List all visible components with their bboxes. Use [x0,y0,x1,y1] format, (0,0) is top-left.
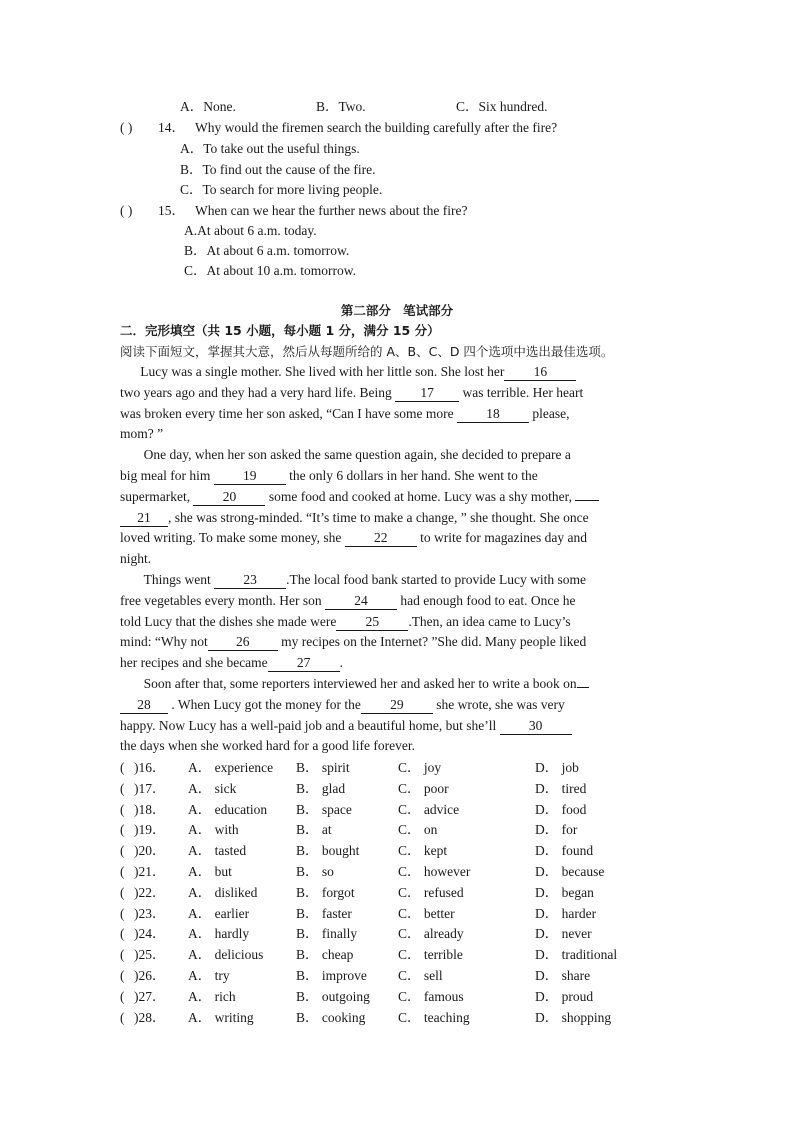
answer-paren[interactable]: ( [120,822,125,838]
option-b[interactable]: B． spirit [296,760,350,775]
option-number: )22． [134,884,166,900]
option-b[interactable]: B． at [296,822,332,838]
option-c[interactable]: C． sell [398,968,443,983]
answer-paren[interactable]: ( [120,947,125,963]
option-c[interactable]: C． already [398,926,464,942]
part-two-title: 第二部分 笔试部分 [340,303,454,318]
option-row [0,988,794,1006]
option-d[interactable]: D． proud [535,988,594,1004]
q15-text: When can we hear the further news about the fire? [195,203,468,218]
option-c[interactable]: C． famous [398,988,464,1004]
option-a[interactable]: A． delicious [188,947,264,963]
q15-question [120,202,680,220]
option-c[interactable]: C． however [398,864,471,879]
option-a[interactable]: A． earlier [188,905,250,921]
blank-17[interactable]: 17 [395,385,459,402]
option-number: )17． [134,780,166,796]
option-row [0,759,794,777]
option-row [0,801,794,819]
q14-option-a: A．To take out the useful things. [180,141,360,156]
q15-option-a: A.At about 6 a.m. today. [184,223,317,238]
option-c[interactable]: C． teaching [398,1009,470,1025]
option-row [0,925,794,943]
option-a[interactable]: A． hardly [188,926,250,942]
section-two-instruction: 阅读下面短文，掌握其大意，然后从每题所给的 A、B、C、D 四个选项中选出最佳选项。 [120,344,614,359]
option-row [0,842,794,860]
blank-28[interactable]: 28 [120,697,168,714]
q14-option-b: B．To find out the cause of the fire. [180,162,376,177]
blank-22[interactable]: 22 [345,530,417,547]
option-a[interactable]: A． with [188,822,239,838]
passage-row: her recipes and she became 27 . [120,655,344,671]
answer-paren[interactable]: ( [120,780,125,796]
answer-paren[interactable]: ( ) [120,120,133,135]
option-b[interactable]: B． forgot [296,884,355,900]
q14-option-c: C．To search for more living people. [180,182,383,197]
option-row [0,967,794,985]
option-a[interactable]: A． rich [188,988,236,1004]
blank-20[interactable]: 20 [193,489,265,506]
option-row [0,863,794,881]
option-row [0,821,794,839]
option-c[interactable]: C． terrible [398,947,463,963]
option-b[interactable]: B． space [296,801,352,817]
option-c[interactable]: C． better [398,905,455,921]
option-a[interactable]: A． education [188,801,268,817]
q14-number: 14． [158,120,185,135]
answer-paren[interactable]: ( [120,1009,125,1025]
passage-row: One day, when her son asked the same question again, she decided to prepare a [143,447,571,463]
option-a[interactable]: A． try [188,968,230,983]
option-row [0,884,794,902]
option-c[interactable]: C． kept [398,843,448,859]
option-number: )25． [134,947,166,963]
answer-paren[interactable]: ( [120,926,125,942]
option-number: )19． [134,822,166,838]
option-a[interactable]: A． experience [188,760,274,775]
q13-option-a: A．None. [180,99,236,114]
passage-row: Lucy was a single mother. She lived with her little son. She lost her 16 [120,362,680,383]
option-d[interactable]: D． job [535,760,579,775]
answer-paren[interactable]: ( [120,968,125,983]
option-d[interactable]: D． because [535,864,605,879]
answer-paren[interactable]: ( [120,988,125,1004]
option-b[interactable]: B． cheap [296,947,354,963]
option-a[interactable]: A． tasted [188,843,247,859]
option-c[interactable]: C． on [398,822,438,838]
option-number: )24． [134,926,166,942]
answer-paren[interactable]: ( [120,801,125,817]
option-d[interactable]: D． for [535,822,578,838]
option-d[interactable]: D． shopping [535,1009,612,1025]
blank-24[interactable]: 24 [325,593,397,610]
passage-row: free vegetables every month. Her son 24 had enough food to eat. Once he [120,592,576,608]
passage-row: night. [120,551,152,567]
option-b[interactable]: B． glad [296,780,346,796]
blank-21[interactable]: 21 [120,510,168,527]
option-number: )27． [134,988,166,1004]
passage-row: supermarket, 20 some food and cooked at home. Lucy was a shy mother, [120,487,680,508]
passage-row: Soon after that, some reporters interviewed her and asked her to write a book on [120,674,680,695]
option-number: )16． [134,760,166,775]
option-b[interactable]: B． finally [296,926,358,942]
option-c[interactable]: C． joy [398,760,442,775]
answer-paren[interactable]: ( [120,884,125,900]
blank-30[interactable]: 30 [500,718,572,735]
option-b[interactable]: B． outgoing [296,988,370,1004]
passage-row: Things went 23 .The local food bank started to provide Lucy with some [143,571,587,587]
option-b[interactable]: B． bought [296,843,360,859]
blank-29[interactable]: 29 [361,697,433,714]
answer-paren[interactable]: ( [120,905,125,921]
option-number: )26． [134,968,166,983]
option-d[interactable]: D． never [535,926,592,942]
blank-21-start[interactable] [575,500,599,501]
option-a[interactable]: A． sick [188,780,237,796]
option-b[interactable]: B． cooking [296,1009,366,1025]
option-d[interactable]: D． share [535,968,591,983]
q13-options [180,98,600,116]
option-c[interactable]: C． poor [398,780,449,796]
answer-paren[interactable]: ( [120,864,125,879]
passage-row: 21 , she was strong-minded. “It’s time to make a change, ” she thought. She once [120,508,680,529]
passage-row: the days when she worked hard for a good life forever. [120,738,416,754]
option-row [0,1009,794,1027]
answer-paren[interactable]: ( [120,760,125,775]
option-row [0,946,794,964]
passage-row: happy. Now Lucy has a well-paid job and a beautiful home, but she’ll 30 [120,716,680,737]
option-c[interactable]: C． advice [398,801,460,817]
passage-row: loved writing. To make some money, she 22 to write for magazines day and [120,530,587,546]
q14-text: Why would the firemen search the building carefully after the fire? [195,120,558,135]
option-row [0,780,794,798]
blank-25[interactable]: 25 [336,614,408,631]
answer-paren[interactable]: ( ) [120,203,133,218]
option-a[interactable]: A． writing [188,1009,254,1025]
cloze-passage [120,362,680,757]
blank-23[interactable]: 23 [214,572,286,589]
answer-paren[interactable]: ( [120,843,125,859]
option-number: )18． [134,801,166,817]
q15-option-c: C．At about 10 a.m. tomorrow. [184,263,356,278]
option-a[interactable]: A． but [188,864,232,879]
blank-19[interactable]: 19 [214,468,286,485]
q14-question [120,119,680,137]
passage-row: two years ago and they had a very hard life. Being 17 was terrible. Her heart [120,384,584,400]
option-d[interactable]: D． tired [535,780,587,796]
option-d[interactable]: D． began [535,884,594,900]
option-b[interactable]: B． improve [296,968,367,983]
option-number: )21． [134,864,166,879]
q15-number: 15． [158,203,185,218]
option-number: )20． [134,843,166,859]
section-two-heading: 二．完形填空（共 15 小题，每小题 1 分，满分 15 分） [120,323,440,338]
option-row [0,905,794,923]
option-number: )23． [134,905,166,921]
option-c[interactable]: C． refused [398,884,464,900]
passage-row: told Lucy that the dishes she made were 25 .Then, an idea came to Lucy’s [120,613,571,629]
option-d[interactable]: D． traditional [535,947,618,963]
passage-row: 28 . When Lucy got the money for the 29 she wrote, she was very [120,695,680,716]
q15-option-b: B．At about 6 a.m. tomorrow. [184,243,350,258]
q13-option-b: B．Two. [316,99,366,114]
q13-option-c: C．Six hundred. [456,99,548,114]
passage-row: was broken every time her son asked, “Can I have some more 18 please, [120,405,570,421]
option-b[interactable]: B． so [296,864,334,879]
option-d[interactable]: D． food [535,801,587,817]
option-d[interactable]: D． found [535,843,594,859]
option-number: )28． [134,1009,166,1025]
blank-26[interactable]: 26 [208,634,278,651]
blank-16[interactable]: 16 [504,364,576,381]
passage-row: big meal for him 19 the only 6 dollars in her hand. She went to the [120,467,538,483]
blank-28-start[interactable] [577,687,589,688]
blank-18[interactable]: 18 [457,406,529,423]
option-b[interactable]: B． faster [296,905,352,921]
passage-row: mind: “Why not 26 my recipes on the Internet? ”She did. Many people liked [120,634,587,650]
option-a[interactable]: A． disliked [188,884,258,900]
option-d[interactable]: D． harder [535,905,597,921]
blank-27[interactable]: 27 [268,655,340,672]
passage-row: mom? ” [120,426,164,442]
